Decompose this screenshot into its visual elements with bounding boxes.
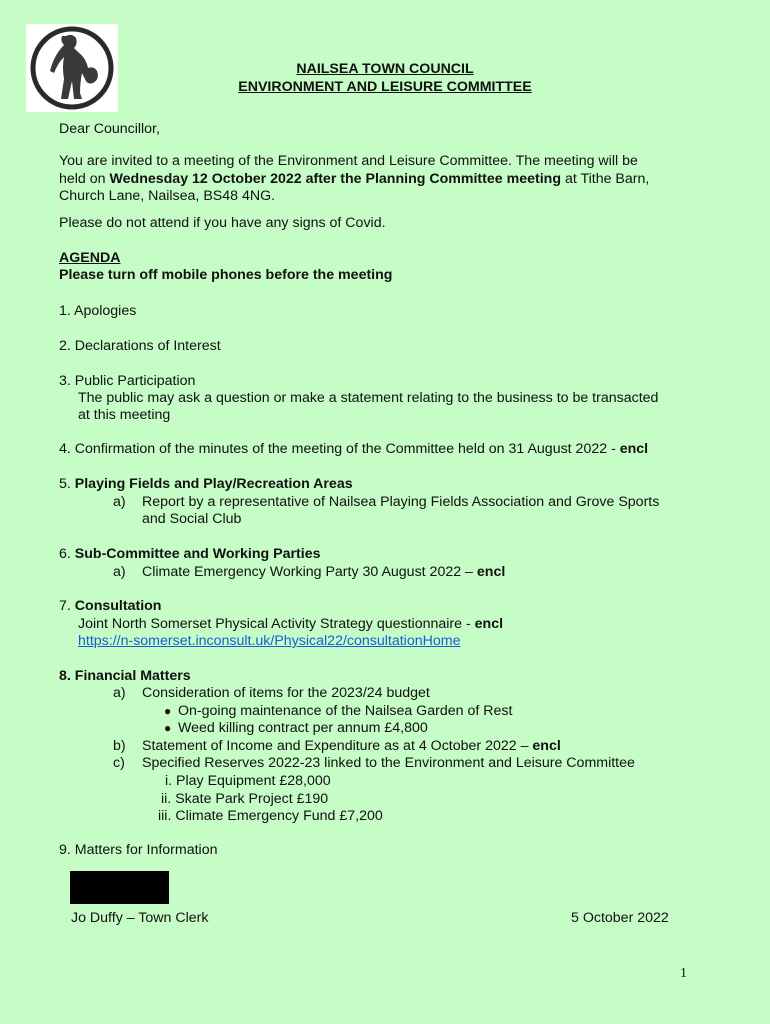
covid-notice: Please do not attend if you have any signs of Covid. bbox=[59, 215, 386, 231]
committee-name-heading: ENVIRONMENT AND LEISURE COMMITTEE bbox=[238, 79, 532, 95]
intro-line-1: You are invited to a meeting of the Environment and Leisure Committee. The meeting will be bbox=[59, 153, 638, 169]
intro-text: held on bbox=[59, 171, 110, 187]
enclosure-marker: encl bbox=[619, 441, 649, 457]
agenda-item-3-detail: The public may ask a question or make a statement relating to the business to be transacted bbox=[78, 390, 659, 406]
budget-bullet-1: On-going maintenance of the Nailsea Garden of Rest bbox=[178, 703, 513, 719]
subitem-label: c) bbox=[113, 755, 125, 771]
item-number: 7. bbox=[59, 598, 75, 614]
consultation-link[interactable]: https://n-somerset.inconsult.uk/Physical22/consultationHome bbox=[78, 633, 461, 649]
subitem-label: a) bbox=[113, 564, 126, 580]
reserve-item-2: ii. Skate Park Project £190 bbox=[161, 791, 329, 807]
agenda-item-4 bbox=[59, 441, 648, 457]
agenda-title: AGENDA bbox=[59, 250, 121, 266]
intro-line-3: Church Lane, Nailsea, BS48 4NG. bbox=[59, 188, 276, 204]
subitem-label: b) bbox=[113, 738, 126, 754]
enclosure-marker: encl bbox=[474, 616, 504, 632]
signer-name: Jo Duffy – Town Clerk bbox=[71, 910, 209, 926]
agenda-item-6 bbox=[59, 546, 320, 562]
item-number: 6. bbox=[59, 546, 75, 562]
agenda-item-3: 3. Public Participation bbox=[59, 373, 196, 389]
intro-text: at Tithe Barn, bbox=[561, 171, 650, 187]
item-title: Consultation bbox=[74, 598, 162, 614]
item-text: Statement of Income and Expenditure as at 4 October 2022 – bbox=[142, 738, 533, 754]
agenda-item-8: 8. Financial Matters bbox=[59, 668, 191, 684]
subitem-label: a) bbox=[113, 685, 126, 701]
bullet-icon: ● bbox=[164, 704, 172, 718]
agenda-item-5a-cont: and Social Club bbox=[142, 511, 242, 527]
page-number: 1 bbox=[680, 966, 687, 981]
enclosure-marker: encl bbox=[532, 738, 561, 754]
meeting-date: Wednesday 12 October 2022 after the Planning Committee meeting bbox=[109, 171, 561, 187]
enclosure-marker: encl bbox=[476, 564, 506, 580]
letter-date: 5 October 2022 bbox=[571, 910, 669, 926]
agenda-item-7-detail bbox=[78, 616, 503, 632]
intro-line-2 bbox=[59, 171, 649, 187]
consultation-link-row bbox=[78, 633, 460, 649]
agenda-item-7 bbox=[59, 598, 161, 614]
item-title: Playing Fields and Play/Recreation Areas bbox=[74, 476, 353, 492]
phones-notice: Please turn off mobile phones before the meeting bbox=[59, 267, 393, 283]
salutation: Dear Councillor, bbox=[59, 121, 160, 137]
agenda-item-5a: Report by a representative of Nailsea Playing Fields Association and Grove Sports bbox=[142, 494, 660, 510]
council-name-heading: NAILSEA TOWN COUNCIL bbox=[296, 61, 474, 77]
item-text: Climate Emergency Working Party 30 August 2022 – bbox=[142, 564, 477, 580]
item-title: Sub-Committee and Working Parties bbox=[74, 546, 321, 562]
agenda-item-1: 1. Apologies bbox=[59, 303, 137, 319]
item-text: Joint North Somerset Physical Activity Strategy questionnaire - bbox=[78, 616, 475, 632]
agenda-item-3-detail-cont: at this meeting bbox=[78, 407, 171, 423]
subitem-label: a) bbox=[113, 494, 126, 510]
item-text: 4. Confirmation of the minutes of the meeting of the Committee held on 31 August 2022 - bbox=[59, 441, 620, 457]
reserve-item-1: i. Play Equipment £28,000 bbox=[165, 773, 331, 789]
redacted-signature bbox=[70, 871, 169, 904]
agenda-item-2: 2. Declarations of Interest bbox=[59, 338, 221, 354]
budget-bullet-2: Weed killing contract per annum £4,800 bbox=[178, 720, 428, 736]
item-number: 5. bbox=[59, 476, 75, 492]
agenda-item-5 bbox=[59, 476, 353, 492]
agenda-item-8b bbox=[142, 738, 561, 754]
agenda-item-8a: Consideration of items for the 2023/24 budget bbox=[142, 685, 430, 701]
agenda-item-8c: Specified Reserves 2022-23 linked to the Environment and Leisure Committee bbox=[142, 755, 635, 771]
agenda-item-9: 9. Matters for Information bbox=[59, 842, 218, 858]
agenda-item-6a bbox=[142, 564, 505, 580]
reserve-item-3: iii. Climate Emergency Fund £7,200 bbox=[158, 808, 383, 824]
bullet-icon: ● bbox=[164, 721, 172, 735]
